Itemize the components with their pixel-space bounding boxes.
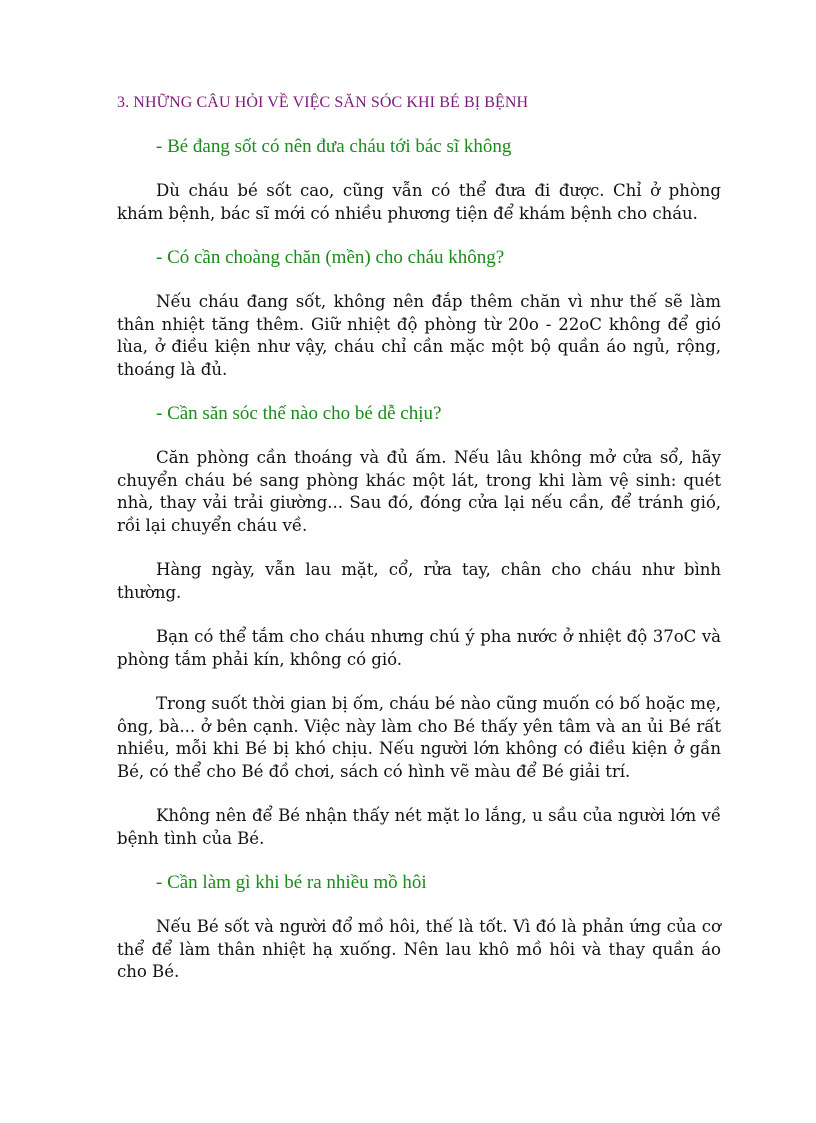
question-fever-doctor: - Bé đang sốt có nên đưa cháu tới bác sĩ không [156, 136, 512, 157]
answer-paragraph: Hàng ngày, vẫn lau mặt, cổ, rửa tay, chân cho cháu như bình thường. [117, 560, 721, 602]
answer-paragraph: Nếu Bé sốt và người đổ mồ hôi, thế là tốt. Vì đó là phản ứng của cơ thể để làm thân nhiệt hạ xuống. Nên lau khô mồ hôi và thay quần áo cho Bé. [117, 917, 721, 981]
answer-paragraph: Căn phòng cần thoáng và đủ ấm. Nếu lâu không mở cửa sổ, hãy chuyển cháu bé sang phòng khác một lát, trong khi làm vệ sinh: quét nhà, thay vải trải giường... Sau đó, đóng cửa lại nếu cần, để tránh gió, rồi lại chuyển cháu về. [117, 448, 721, 535]
question-comfort-care: - Cần săn sóc thế nào cho bé dễ chịu? [156, 403, 442, 424]
answer-paragraph: Nếu cháu đang sốt, không nên đắp thêm chăn vì như thế sẽ làm thân nhiệt tăng thêm. Giữ nhiệt độ phòng từ 20o - 22oC không để gió lùa, ở điều kiện như vậy, cháu chỉ cần mặc một bộ quần áo ngủ, rộng, thoáng là đủ. [117, 292, 721, 379]
answer-paragraph: Không nên để Bé nhận thấy nét mặt lo lắng, u sầu của người lớn về bệnh tình của Bé. [117, 806, 721, 848]
section-title: 3. NHỮNG CÂU HỎI VỀ VIỆC SĂN SÓC KHI BÉ BỊ BỆNH [117, 94, 529, 111]
question-sweating: - Cần làm gì khi bé ra nhiều mồ hôi [156, 872, 427, 893]
answer-paragraph: Dù cháu bé sốt cao, cũng vẫn có thể đưa đi được. Chỉ ở phòng khám bệnh, bác sĩ mới có nhiều phương tiện để khám bệnh cho cháu. [117, 181, 721, 223]
question-blanket: - Có cần choàng chăn (mền) cho cháu không? [156, 247, 505, 268]
answer-paragraph: Trong suốt thời gian bị ốm, cháu bé nào cũng muốn có bố hoặc mẹ, ông, bà... ở bên cạnh. Việc này làm cho Bé thấy yên tâm và an ủi Bé rất nhiều, mỗi khi Bé bị khó chịu. Nếu người lớn không có điều kiện ở gần Bé, có thể cho Bé đồ chơi, sách có hình vẽ màu để Bé giải trí. [117, 694, 721, 781]
document-content [117, 94, 721, 1006]
answer-paragraph: Bạn có thể tắm cho cháu nhưng chú ý pha nước ở nhiệt độ 37oC và phòng tắm phải kín, không có gió. [117, 627, 721, 669]
